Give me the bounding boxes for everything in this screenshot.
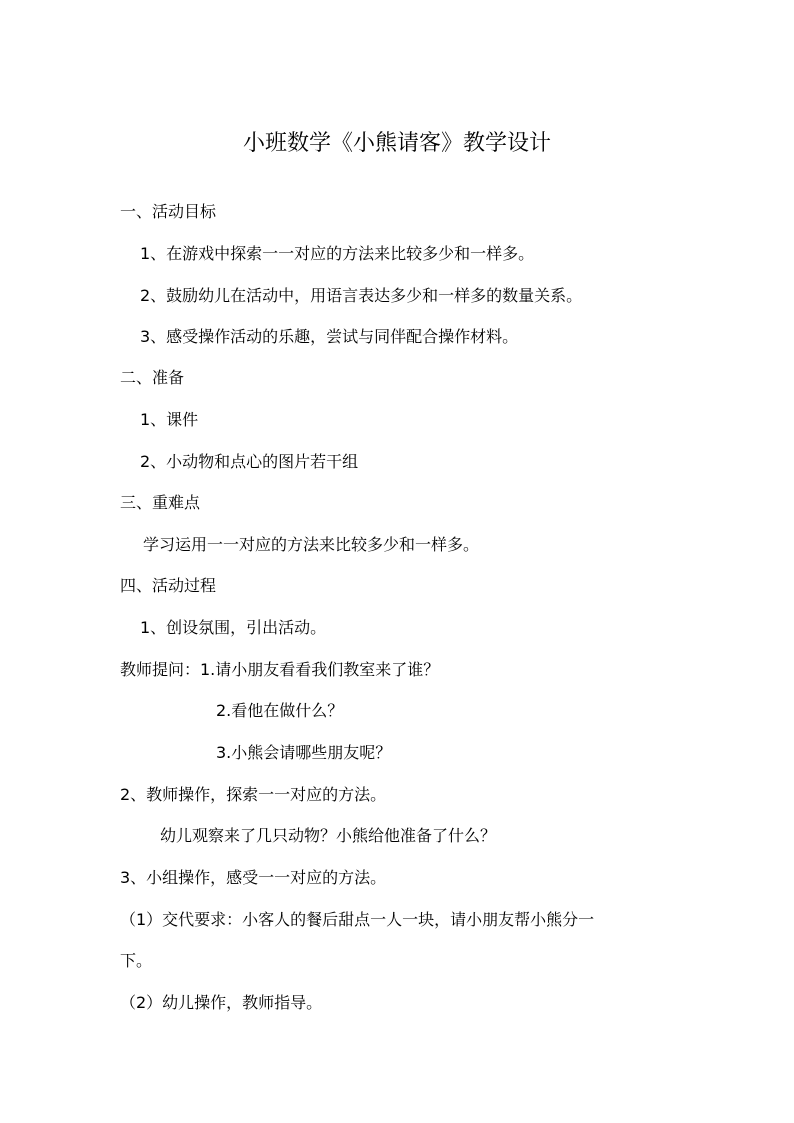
process-step-2-detail: 幼儿观察来了几只动物？小熊给他准备了什么？ <box>160 826 497 845</box>
process-step-3: 3、小组操作，感受一一对应的方法。 <box>120 868 387 887</box>
process-step-3-item-1-cont: 下。 <box>120 951 153 970</box>
document-title: 小班数学《小熊请客》教学设计 <box>242 131 551 156</box>
process-step-1: 1、创设氛围，引出活动。 <box>140 618 327 637</box>
goal-item-3: 3、感受操作活动的乐趣，尝试与同伴配合操作材料。 <box>140 327 519 346</box>
section-heading-process: 四、活动过程 <box>120 576 217 595</box>
key-point-text: 学习运用一一对应的方法来比较多少和一样多。 <box>143 535 480 554</box>
goal-item-2: 2、鼓励幼儿在活动中，用语言表达多少和一样多的数量关系。 <box>140 286 583 305</box>
process-step-3-item-2: （2）幼儿操作，教师指导。 <box>120 993 323 1012</box>
section-heading-key-points: 三、重难点 <box>120 493 201 512</box>
preparation-item-2: 2、小动物和点心的图片若干组 <box>140 452 359 471</box>
process-step-2: 2、教师操作，探索一一对应的方法。 <box>120 785 387 804</box>
section-heading-goals: 一、活动目标 <box>120 202 217 221</box>
teacher-question-1: 教师提问：1.请小朋友看看我们教室来了谁？ <box>120 660 440 679</box>
preparation-item-1: 1、课件 <box>140 410 199 429</box>
goal-item-1: 1、在游戏中探索一一对应的方法来比较多少和一样多。 <box>140 244 535 263</box>
process-step-3-item-1: （1）交代要求：小客人的餐后甜点一人一块，请小朋友帮小熊分一 <box>120 910 595 929</box>
teacher-question-3: 3.小熊会请哪些朋友呢？ <box>216 743 392 762</box>
teacher-question-2: 2.看他在做什么？ <box>216 701 344 720</box>
section-heading-preparation: 二、准备 <box>120 368 185 387</box>
